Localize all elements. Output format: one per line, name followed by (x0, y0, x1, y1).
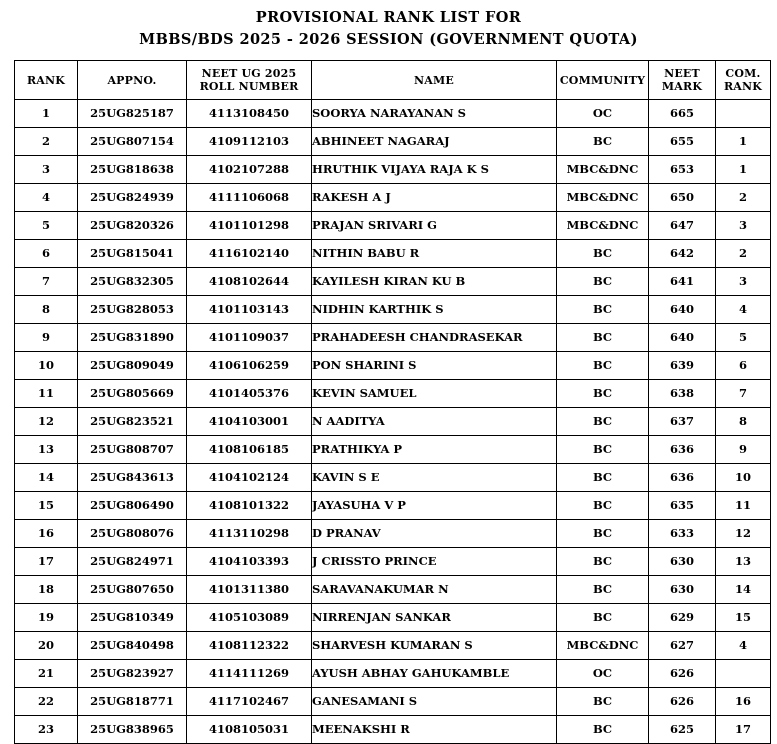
cell-community: OC (557, 100, 649, 128)
cell-appno: 25UG825187 (78, 100, 187, 128)
cell-community: BC (557, 408, 649, 436)
cell-neet-mark: 627 (649, 632, 716, 660)
cell-appno: 25UG831890 (78, 324, 187, 352)
cell-community: BC (557, 492, 649, 520)
header-appno: APPNO. (78, 61, 187, 100)
cell-com-rank: 10 (716, 464, 771, 492)
cell-name: MEENAKSHI R (312, 716, 557, 744)
table-header-row (15, 61, 771, 100)
cell-roll-number: 4117102467 (187, 688, 312, 716)
cell-community: BC (557, 464, 649, 492)
cell-rank: 15 (15, 492, 78, 520)
cell-neet-mark: 626 (649, 688, 716, 716)
cell-name: HRUTHIK VIJAYA RAJA K S (312, 156, 557, 184)
cell-community: BC (557, 352, 649, 380)
cell-community: BC (557, 380, 649, 408)
table-row (15, 604, 771, 632)
cell-neet-mark: 650 (649, 184, 716, 212)
header-neet-mark (649, 61, 716, 100)
cell-community: MBC&DNC (557, 632, 649, 660)
cell-rank: 23 (15, 716, 78, 744)
cell-community: MBC&DNC (557, 156, 649, 184)
cell-neet-mark: 630 (649, 548, 716, 576)
cell-community: BC (557, 268, 649, 296)
header-rank: RANK (15, 61, 78, 100)
cell-rank: 16 (15, 520, 78, 548)
cell-rank: 12 (15, 408, 78, 436)
cell-community: MBC&DNC (557, 212, 649, 240)
cell-community: BC (557, 604, 649, 632)
cell-com-rank: 2 (716, 184, 771, 212)
cell-roll-number: 4108106185 (187, 436, 312, 464)
cell-appno: 25UG820326 (78, 212, 187, 240)
cell-roll-number: 4113108450 (187, 100, 312, 128)
cell-roll-number: 4113110298 (187, 520, 312, 548)
cell-roll-number: 4104102124 (187, 464, 312, 492)
cell-neet-mark: 626 (649, 660, 716, 688)
cell-com-rank: 3 (716, 212, 771, 240)
cell-name: KAYILESH KIRAN KU B (312, 268, 557, 296)
table-row (15, 576, 771, 604)
cell-rank: 1 (15, 100, 78, 128)
cell-roll-number: 4104103001 (187, 408, 312, 436)
rank-table-container (0, 60, 777, 744)
cell-com-rank: 4 (716, 296, 771, 324)
cell-rank: 14 (15, 464, 78, 492)
cell-community: BC (557, 576, 649, 604)
cell-com-rank: 7 (716, 380, 771, 408)
cell-rank: 8 (15, 296, 78, 324)
cell-name: SARAVANAKUMAR N (312, 576, 557, 604)
cell-appno: 25UG824971 (78, 548, 187, 576)
cell-com-rank: 1 (716, 128, 771, 156)
table-row (15, 156, 771, 184)
table-row (15, 184, 771, 212)
cell-roll-number: 4111106068 (187, 184, 312, 212)
header-com-rank (716, 61, 771, 100)
header-community: COMMUNITY (557, 61, 649, 100)
cell-roll-number: 4102107288 (187, 156, 312, 184)
cell-appno: 25UG818638 (78, 156, 187, 184)
cell-neet-mark: 665 (649, 100, 716, 128)
cell-name: JAYASUHA V P (312, 492, 557, 520)
document-title-block (0, 0, 777, 50)
table-row (15, 324, 771, 352)
table-row (15, 548, 771, 576)
cell-neet-mark: 640 (649, 324, 716, 352)
title-line-2: MBBS/BDS 2025 - 2026 SESSION (GOVERNMENT QUOTA) (139, 31, 638, 48)
cell-appno: 25UG832305 (78, 268, 187, 296)
cell-com-rank: 16 (716, 688, 771, 716)
cell-name: ABHINEET NAGARAJ (312, 128, 557, 156)
cell-community: MBC&DNC (557, 184, 649, 212)
cell-com-rank: 14 (716, 576, 771, 604)
cell-appno: 25UG807650 (78, 576, 187, 604)
cell-community: BC (557, 296, 649, 324)
cell-appno: 25UG843613 (78, 464, 187, 492)
cell-roll-number: 4101311380 (187, 576, 312, 604)
cell-neet-mark: 629 (649, 604, 716, 632)
cell-roll-number: 4105103089 (187, 604, 312, 632)
cell-appno: 25UG807154 (78, 128, 187, 156)
cell-roll-number: 4101109037 (187, 324, 312, 352)
cell-roll-number: 4108102644 (187, 268, 312, 296)
header-roll-number-line2: ROLL NUMBER (199, 80, 299, 93)
cell-neet-mark: 655 (649, 128, 716, 156)
cell-appno: 25UG808076 (78, 520, 187, 548)
cell-com-rank: 15 (716, 604, 771, 632)
cell-name: NIRRENJAN SANKAR (312, 604, 557, 632)
table-row (15, 268, 771, 296)
table-row (15, 688, 771, 716)
cell-rank: 13 (15, 436, 78, 464)
cell-name: PRAJAN SRIVARI G (312, 212, 557, 240)
header-neet-mark-line2: MARK (661, 80, 703, 93)
cell-com-rank: 13 (716, 548, 771, 576)
table-row (15, 128, 771, 156)
cell-com-rank: 6 (716, 352, 771, 380)
header-roll-number-line1: NEET UG 2025 (201, 67, 297, 80)
cell-com-rank: 11 (716, 492, 771, 520)
cell-name: NITHIN BABU R (312, 240, 557, 268)
cell-appno: 25UG810349 (78, 604, 187, 632)
table-row (15, 240, 771, 268)
cell-community: OC (557, 660, 649, 688)
cell-roll-number: 4114111269 (187, 660, 312, 688)
cell-neet-mark: 637 (649, 408, 716, 436)
cell-rank: 18 (15, 576, 78, 604)
cell-community: BC (557, 688, 649, 716)
table-row (15, 632, 771, 660)
rank-list-table (14, 60, 771, 744)
cell-name: RAKESH A J (312, 184, 557, 212)
cell-appno: 25UG838965 (78, 716, 187, 744)
cell-name: GANESAMANI S (312, 688, 557, 716)
table-body (15, 100, 771, 744)
cell-rank: 21 (15, 660, 78, 688)
cell-rank: 4 (15, 184, 78, 212)
header-com-rank-line2: RANK (723, 80, 763, 93)
cell-appno: 25UG805669 (78, 380, 187, 408)
cell-neet-mark: 635 (649, 492, 716, 520)
cell-appno: 25UG806490 (78, 492, 187, 520)
cell-rank: 2 (15, 128, 78, 156)
table-row (15, 464, 771, 492)
cell-appno: 25UG823521 (78, 408, 187, 436)
cell-roll-number: 4108105031 (187, 716, 312, 744)
cell-appno: 25UG808707 (78, 436, 187, 464)
header-neet-mark-line1: NEET (664, 67, 700, 80)
table-row (15, 716, 771, 744)
cell-name: AYUSH ABHAY GAHUKAMBLE (312, 660, 557, 688)
cell-com-rank: 5 (716, 324, 771, 352)
table-header (15, 61, 771, 100)
table-row (15, 352, 771, 380)
cell-community: BC (557, 324, 649, 352)
cell-rank: 7 (15, 268, 78, 296)
cell-com-rank: 17 (716, 716, 771, 744)
header-com-rank-line1: COM. (725, 67, 761, 80)
table-row (15, 660, 771, 688)
cell-community: BC (557, 240, 649, 268)
cell-community: BC (557, 436, 649, 464)
cell-rank: 11 (15, 380, 78, 408)
cell-neet-mark: 625 (649, 716, 716, 744)
cell-appno: 25UG815041 (78, 240, 187, 268)
table-row (15, 408, 771, 436)
cell-name: PRATHIKYA P (312, 436, 557, 464)
cell-rank: 9 (15, 324, 78, 352)
cell-appno: 25UG824939 (78, 184, 187, 212)
cell-name: N AADITYA (312, 408, 557, 436)
table-row (15, 492, 771, 520)
cell-community: BC (557, 548, 649, 576)
cell-neet-mark: 653 (649, 156, 716, 184)
table-row (15, 296, 771, 324)
table-row (15, 212, 771, 240)
cell-name: SHARVESH KUMARAN S (312, 632, 557, 660)
cell-roll-number: 4101405376 (187, 380, 312, 408)
cell-roll-number: 4108112322 (187, 632, 312, 660)
cell-rank: 10 (15, 352, 78, 380)
cell-com-rank: 4 (716, 632, 771, 660)
cell-appno: 25UG823927 (78, 660, 187, 688)
table-row (15, 380, 771, 408)
cell-rank: 6 (15, 240, 78, 268)
cell-roll-number: 4101101298 (187, 212, 312, 240)
cell-rank: 20 (15, 632, 78, 660)
cell-rank: 17 (15, 548, 78, 576)
cell-name: D PRANAV (312, 520, 557, 548)
cell-neet-mark: 633 (649, 520, 716, 548)
cell-name: SOORYA NARAYANAN S (312, 100, 557, 128)
cell-name: J CRISSTO PRINCE (312, 548, 557, 576)
title-line-1: PROVISIONAL RANK LIST FOR (255, 9, 522, 26)
cell-com-rank: 8 (716, 408, 771, 436)
cell-roll-number: 4108101322 (187, 492, 312, 520)
cell-roll-number: 4106106259 (187, 352, 312, 380)
cell-neet-mark: 642 (649, 240, 716, 268)
cell-name: KAVIN S E (312, 464, 557, 492)
cell-appno: 25UG828053 (78, 296, 187, 324)
cell-neet-mark: 639 (649, 352, 716, 380)
cell-com-rank: 1 (716, 156, 771, 184)
cell-community: BC (557, 716, 649, 744)
cell-rank: 5 (15, 212, 78, 240)
table-row (15, 100, 771, 128)
table-row (15, 520, 771, 548)
cell-appno: 25UG809049 (78, 352, 187, 380)
cell-name: NIDHIN KARTHIK S (312, 296, 557, 324)
cell-neet-mark: 647 (649, 212, 716, 240)
cell-name: KEVIN SAMUEL (312, 380, 557, 408)
cell-roll-number: 4101103143 (187, 296, 312, 324)
cell-neet-mark: 636 (649, 464, 716, 492)
cell-appno: 25UG818771 (78, 688, 187, 716)
cell-rank: 3 (15, 156, 78, 184)
cell-rank: 22 (15, 688, 78, 716)
cell-neet-mark: 641 (649, 268, 716, 296)
cell-com-rank: 12 (716, 520, 771, 548)
cell-rank: 19 (15, 604, 78, 632)
cell-neet-mark: 636 (649, 436, 716, 464)
cell-com-rank: 9 (716, 436, 771, 464)
cell-community: BC (557, 128, 649, 156)
header-name: NAME (312, 61, 557, 100)
table-row (15, 436, 771, 464)
header-roll-number (187, 61, 312, 100)
cell-neet-mark: 638 (649, 380, 716, 408)
cell-name: PON SHARINI S (312, 352, 557, 380)
cell-com-rank: 2 (716, 240, 771, 268)
cell-roll-number: 4116102140 (187, 240, 312, 268)
cell-community: BC (557, 520, 649, 548)
cell-roll-number: 4104103393 (187, 548, 312, 576)
cell-roll-number: 4109112103 (187, 128, 312, 156)
cell-neet-mark: 640 (649, 296, 716, 324)
cell-com-rank (716, 660, 771, 688)
cell-com-rank (716, 100, 771, 128)
cell-neet-mark: 630 (649, 576, 716, 604)
cell-appno: 25UG840498 (78, 632, 187, 660)
cell-com-rank: 3 (716, 268, 771, 296)
cell-name: PRAHADEESH CHANDRASEKAR (312, 324, 557, 352)
